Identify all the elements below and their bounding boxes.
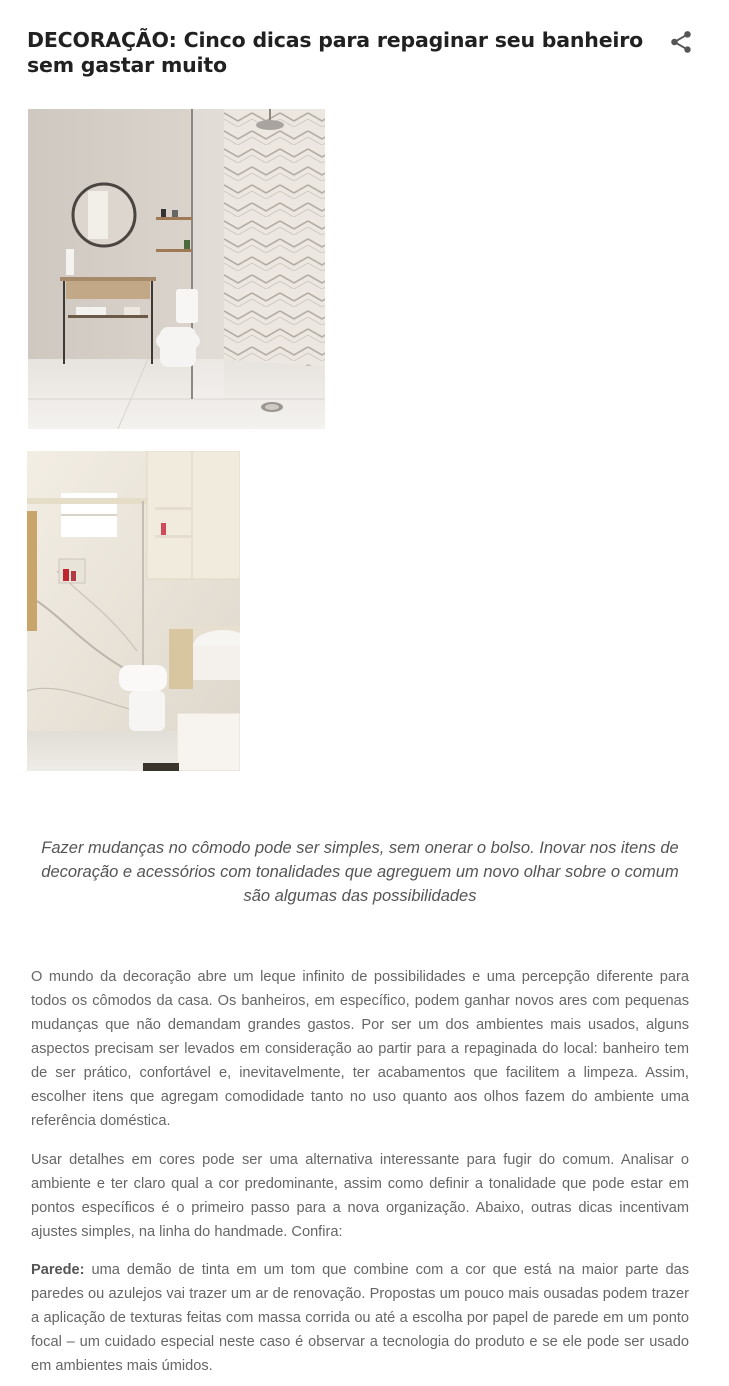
parede-text: uma demão de tinta em um tom que combine com a cor que está na maior parte das paredes ou azulejos vai trazer um ar de renovação. Propostas um pouco mais ousadas podem trazer a aplicação de texturas feitas com massa corrida ou até a escolha por papel de parede em um ponto focal – um cuidado especial neste caso é observar a tecnologia do produto e se ele pode ser usado em ambientes mais úmidos. [31,1262,689,1374]
bathroom-photo-marble-sink[interactable] [27,451,240,771]
bathroom-photo-glass-shower-image [28,109,325,429]
share-icon [668,29,694,55]
post-paragraph-2: Usar detalhes em cores pode ser uma alternativa interessante para fugir do comum. Analisar o ambiente e ter claro qual a cor predominante, assim como definir a tonalidade que pode estar em pontos específicos é o primeiro passo para a nova organização. Abaixo, outras dicas incentivam ajustes simples, na linha do handmade. Confira: [31,1152,689,1240]
post-lead: Fazer mudanças no cômodo pode ser simples, sem onerar o bolso. Inovar nos itens de decoração e acessórios com tonalidades que agreguem um novo olhar sobre o comum são algumas das possibilidades [41,839,679,905]
post-header [27,28,647,78]
post-title: DECORAÇÃO: Cinco dicas para repaginar seu banheiro sem gastar muito [27,28,644,77]
bathroom-photo-glass-shower[interactable] [28,109,325,429]
parede-label: Parede: [31,1262,85,1278]
bathroom-photo-marble-sink-image [27,451,240,771]
share-button[interactable] [668,29,694,55]
post-paragraph-1: O mundo da decoração abre um leque infinito de possibilidades e uma percepção diferente para todos os cômodos da casa. Os banheiros, em específico, podem ganhar novos ares com pequenas mudanças que não demandam grandes gastos. Por ser um dos ambientes mais usados, alguns aspectos precisam ser levados em consideração ao partir para a repaginada do local: banheiro tem de ser prático, confortável e, inevitavelmente, ter acabamentos que facilitem a limpeza. Assim, escolher itens que agregam comodidade tanto no uso quanto aos olhos fazem do ambiente uma referência doméstica. [31,969,689,1129]
post-paragraph-3 [31,1258,689,1378]
